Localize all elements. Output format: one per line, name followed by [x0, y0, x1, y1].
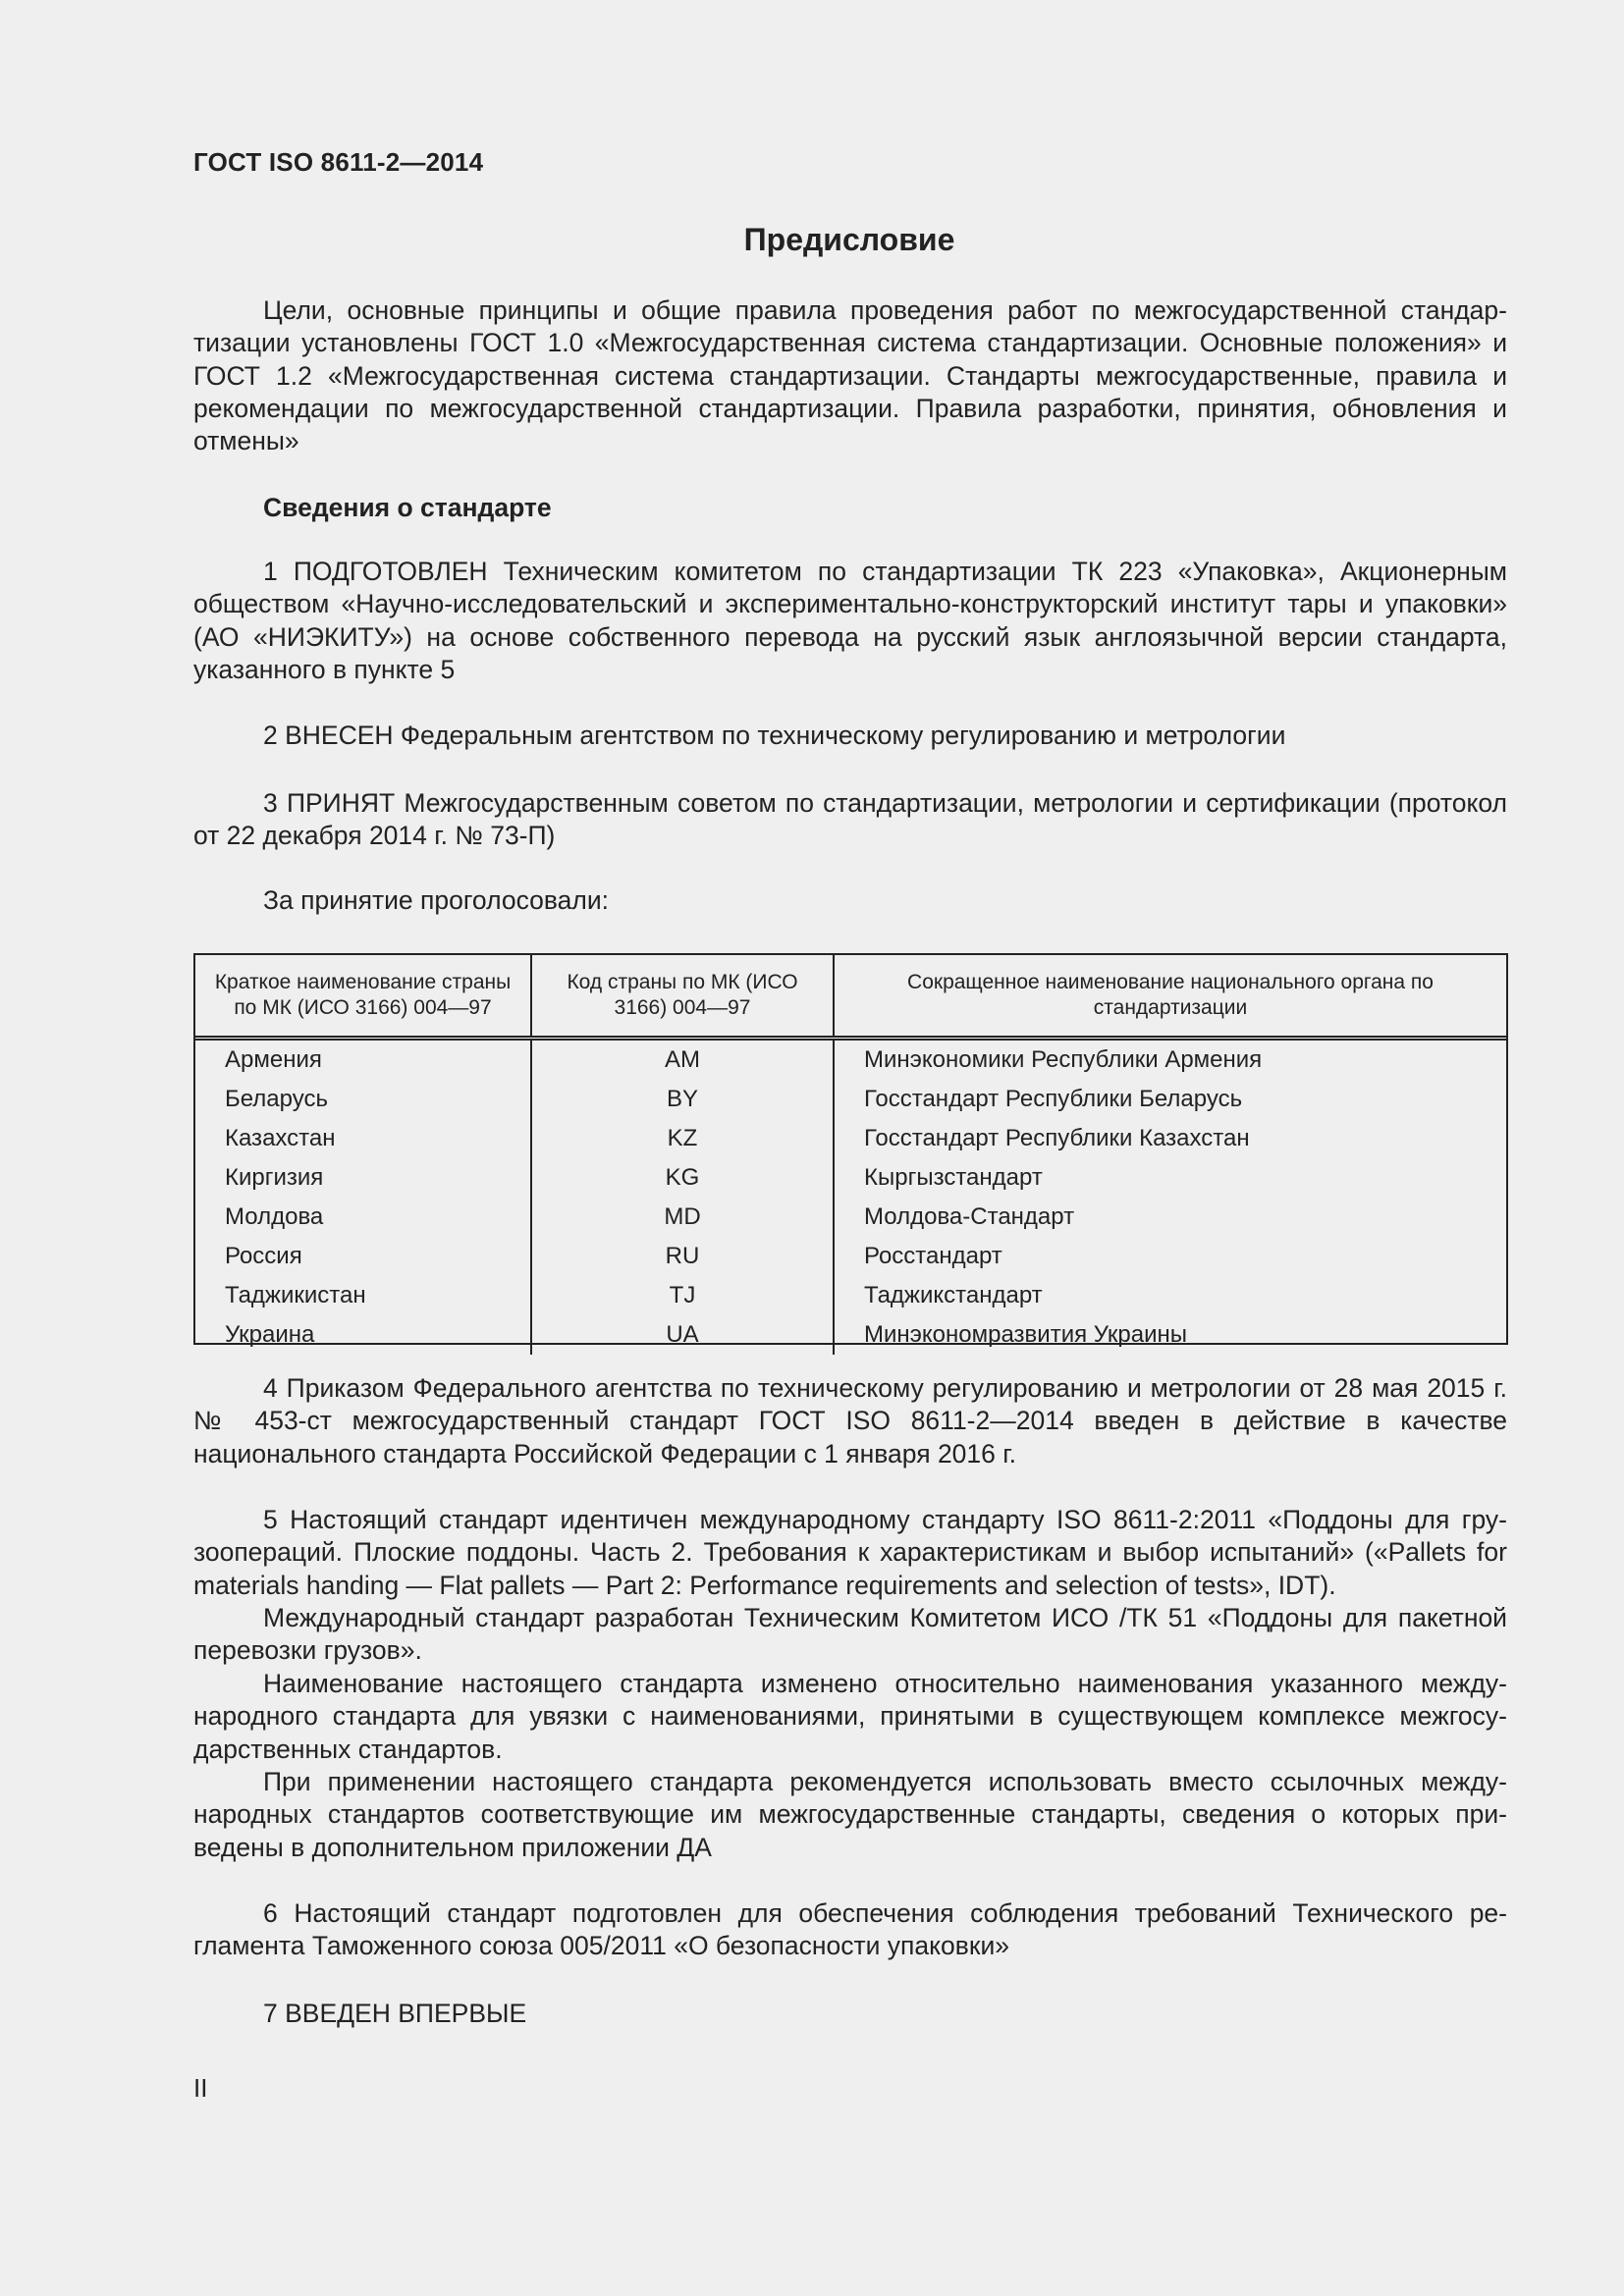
country-name: Киргизия	[225, 1164, 324, 1191]
country-name: Казахстан	[225, 1125, 336, 1151]
table-row	[195, 1315, 1506, 1355]
national-body: Минэкономразвития Украины	[834, 1315, 1506, 1355]
header-country-code: Код страны по МК (ИСО 3166) 004—97	[531, 955, 834, 1039]
item-3-adopted: 3 ПРИНЯТ Межгосударственным советом по стандартизации, метрологии и сертификации (протокол от 22 декабря 2014 г. № 73-П)	[193, 788, 1507, 851]
country-code: UA	[531, 1315, 834, 1355]
item-6-regulation: 6 Настоящий стандарт подготовлен для обеспечения соблюдения требований Технического регламента Таможенного союза 005/2011 «О безопасности упаковки»	[193, 1898, 1507, 1961]
item-5-name-change: Наименование настоящего стандарта изменено относительно наименования указанного международного стандарта для увязки с наименованиями, принятыми в существующем комплексе межгосударственных стандартов.	[193, 1669, 1507, 1764]
country-code: BY	[531, 1080, 834, 1119]
country-name: Украина	[225, 1321, 315, 1348]
country-code: AM	[531, 1039, 834, 1081]
table-row	[195, 1039, 1506, 1081]
voting-table	[193, 953, 1508, 1348]
header-national-body: Сокращенное наименование национального органа по стандартизации	[834, 955, 1506, 1039]
country-name: Россия	[225, 1243, 302, 1269]
table-row	[195, 1080, 1506, 1119]
item-7-first-introduced: 7 ВВЕДЕН ВПЕРВЫЕ	[263, 1999, 527, 2028]
page-title: Предисловие	[743, 222, 955, 257]
voted-label: За принятие проголосовали:	[263, 885, 610, 915]
national-body: Таджикстандарт	[834, 1276, 1506, 1315]
table-row	[195, 1119, 1506, 1158]
table-header-row	[195, 955, 1506, 1039]
intro-paragraph: Цели, основные принципы и общие правила проведения работ по межгосударственной стандартизации установлены ГОСТ 1.0 «Межгосударственная система стандартизации. Основные положения» и ГОСТ 1.2 «Межгосударственная система стандартизации. Стандарты межгосударственные, правила и рекомендации по межгосударственной стандартизации. Правила разработки, принятия, обновления и отмены»	[193, 295, 1507, 456]
national-body: Госстандарт Республики Казахстан	[834, 1119, 1506, 1158]
item-4-order: 4 Приказом Федерального агентства по техническому регулированию и метрологии от 28 мая 2015 г. № 453-ст межгосударственный стандарт ГОСТ ISO 8611-2—2014 введен в действие в качестве национального стандарта Российской Федерации с 1 января 2016 г.	[193, 1373, 1507, 1468]
country-name: Таджикистан	[225, 1282, 366, 1308]
country-code: KG	[531, 1158, 834, 1198]
national-body: Кыргызстандарт	[834, 1158, 1506, 1198]
country-name: Армения	[225, 1046, 322, 1073]
country-code: KZ	[531, 1119, 834, 1158]
national-body: Молдова-Стандарт	[834, 1198, 1506, 1237]
item-2-introduced: 2 ВНЕСЕН Федеральным агентством по техническому регулированию и метрологии	[263, 721, 1286, 750]
national-body: Росстандарт	[834, 1237, 1506, 1276]
page-number: II	[193, 2073, 208, 2103]
country-code: RU	[531, 1237, 834, 1276]
section-heading: Сведения о стандарте	[263, 493, 552, 522]
header-country-name: Краткое наименование страны по МК (ИСО 3166) 004—97	[195, 955, 531, 1039]
country-code: MD	[531, 1198, 834, 1237]
item-5-identical: 5 Настоящий стандарт идентичен международному стандарту ISO 8611-2:2011 «Поддоны для грузоопераций. Плоские поддоны. Часть 2. Требования к характеристикам и выбор испытаний» («Pallets for materials handing — Flat pallets — Part 2: Performance requirements and selection of tests», IDT).	[193, 1505, 1507, 1600]
country-name: Беларусь	[225, 1086, 328, 1112]
table-row	[195, 1158, 1506, 1198]
country-code: TJ	[531, 1276, 834, 1315]
item-5-references: При применении настоящего стандарта рекомендуется использовать вместо ссылочных международных стандартов соответствующие им межгосударственные стандарты, сведения о которых приведены в дополнительном приложении ДА	[193, 1767, 1507, 1862]
item-1-prepared: 1 ПОДГОТОВЛЕН Техническим комитетом по стандартизации ТК 223 «Упаковка», Акционерным обществом «Научно-исследовательский и экспериментально-конструкторский институт тары и упаковки» (АО «НИЭКИТУ») на основе собственного перевода на русский язык англоязычной версии стандарта, указанного в пункте 5	[193, 557, 1507, 684]
table-row	[195, 1198, 1506, 1237]
national-body: Минэкономики Республики Армения	[834, 1039, 1506, 1081]
national-body: Госстандарт Республики Беларусь	[834, 1080, 1506, 1119]
table-row	[195, 1276, 1506, 1315]
country-name: Молдова	[225, 1203, 324, 1230]
item-5-developer: Международный стандарт разработан Техническим Комитетом ИСО /ТК 51 «Поддоны для пакетной перевозки грузов».	[193, 1603, 1507, 1666]
table-row	[195, 1237, 1506, 1276]
document-code-header: ГОСТ ISO 8611-2—2014	[193, 147, 484, 177]
